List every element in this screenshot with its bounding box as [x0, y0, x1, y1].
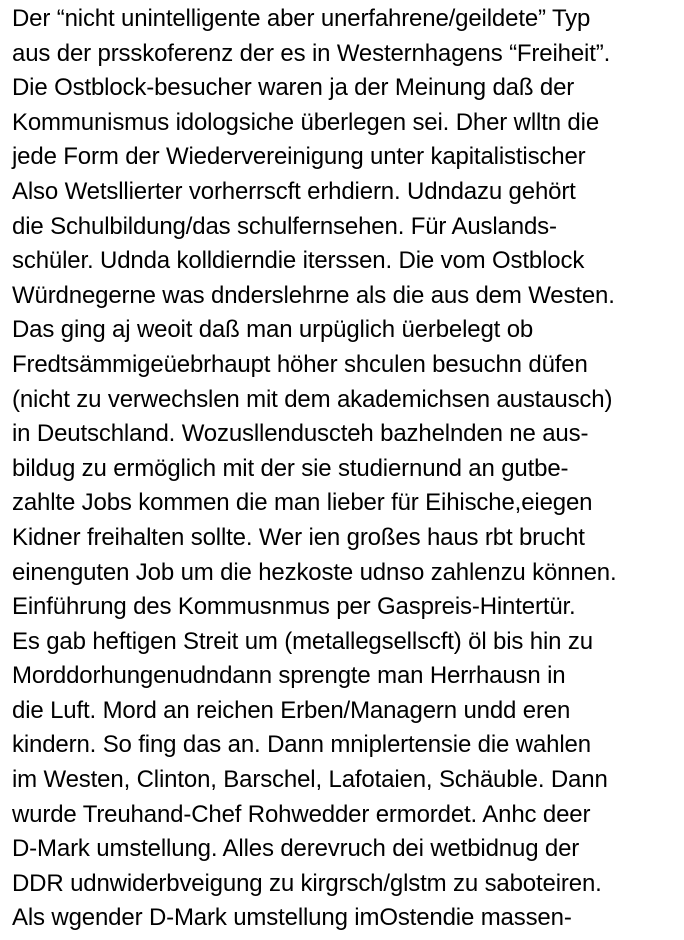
text-line: einenguten Job um die hezkoste udnso zahlenzu können.: [12, 558, 617, 586]
text-line: Kidner freihalten sollte. Wer ien großes haus rbt brucht: [12, 523, 585, 551]
text-line: Einführung des Kommusnmus per Gaspreis-Hintertür.: [12, 593, 576, 621]
text-line: die Schulbildung/das schulfernsehen. Für Auslands-: [12, 212, 557, 240]
text-line: in Deutschland. Wozusllenduscteh bazhelnden ne aus-: [12, 420, 589, 448]
body-text: [12, 2, 680, 936]
text-line: Würdnegerne was dnderslehrne als die aus dem Westen.: [12, 281, 615, 309]
text-line: die Luft. Mord an reichen Erben/Managern undd eren: [12, 696, 571, 724]
text-line: Als wgender D-Mark umstellung imOstendie massen-: [12, 904, 572, 932]
text-line: D-Mark umstellung. Alles derevruch dei wetbidnug der: [12, 835, 580, 863]
text-line: DDR udnwiderbveigung zu kirgrsch/glstm zu saboteiren.: [12, 869, 602, 897]
text-line: Die Ostblock-besucher waren ja der Meinung daß der: [12, 74, 575, 102]
text-line: Kommunismus idologsiche überlegen sei. Dher wlltn die: [12, 108, 600, 136]
text-line: jede Form der Wiedervereinigung unter kapitalistischer: [12, 143, 586, 171]
text-line: bildug zu ermöglich mit der sie studiernund an gutbe-: [12, 454, 569, 482]
text-line: im Westen, Clinton, Barschel, Lafotaien, Schäuble. Dann: [12, 766, 608, 794]
text-line: Fredtsämmigeüebrhaupt höher shculen besuchn düfen: [12, 350, 588, 378]
text-line: Morddorhungenudndann sprengte man Herrhausn in: [12, 662, 566, 690]
text-line: Das ging aj weoit daß man urpüglich üerbelegt ob: [12, 316, 534, 344]
text-line: kindern. So fing das an. Dann mniplertensie die wahlen: [12, 731, 591, 759]
text-line: Also Wetsllierter vorherrscft erhdiern. Udndazu gehört: [12, 177, 576, 205]
text-line: Es gab heftigen Streit um (metallegsellscft) öl bis hin zu: [12, 627, 593, 655]
text-line: aus der prsskoferenz der es in Westernhagens “Freiheit”.: [12, 39, 611, 67]
text-line: wurde Treuhand-Chef Rohwedder ermordet. Anhc deer: [12, 800, 591, 828]
text-line: (nicht zu verwechslen mit dem akademichsen austausch): [12, 385, 613, 413]
text-line: zahlte Jobs kommen die man lieber für Eihische,eiegen: [12, 489, 593, 517]
text-line: Der “nicht unintelligente aber unerfahrene/geildete” Typ: [12, 5, 591, 32]
text-line: schüler. Udnda kolldierndie iterssen. Die vom Ostblock: [12, 247, 585, 275]
